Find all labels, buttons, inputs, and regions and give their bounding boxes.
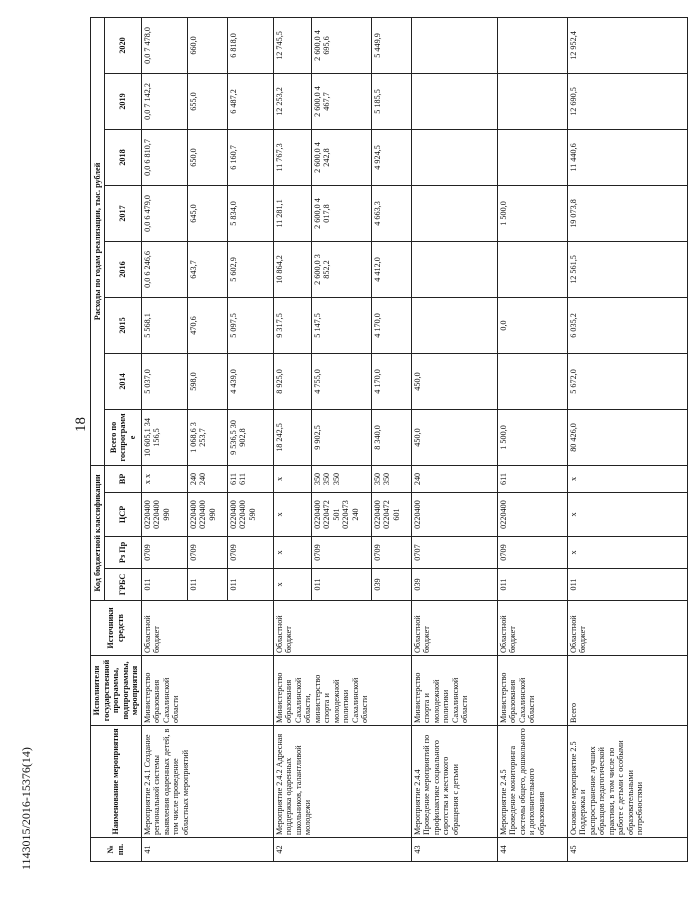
cell-year-value: 11 440,6 — [567, 129, 687, 185]
cell-total: 1 068,6 3 253,7 — [187, 409, 227, 465]
cell-year-value — [411, 129, 497, 185]
cell-total: 9 536,5 30 902,8 — [227, 409, 273, 465]
cell-year-value: 5 602,9 — [227, 241, 273, 297]
cell-year-value: 12 561,5 — [567, 241, 687, 297]
cell-name: Основное мероприятие 2.5 Поддержка и распространение лучших образцов педагогической практики, в том числе по работе с детьми с особыми образовательными потребностями — [567, 726, 687, 838]
header-source: Источники средств — [91, 601, 142, 656]
header-expenses: Расходы по годам реализации, тыс. рублей — [91, 17, 105, 465]
cell-grbs: 011 — [187, 569, 227, 601]
cell-year-value — [497, 17, 567, 73]
cell-year-value: 6 818,0 — [227, 17, 273, 73]
cell-grbs: 011 — [141, 569, 187, 601]
table-row — [411, 17, 497, 861]
cell-grbs: 039 — [411, 569, 497, 601]
cell-year-value: 11 767,3 — [273, 129, 311, 185]
cell-total: 9 902,5 — [311, 409, 371, 465]
cell-year-value: 0,0 — [497, 297, 567, 353]
cell-year-value: 4 439,0 — [227, 353, 273, 409]
cell-year-value: 5 147,5 — [311, 297, 371, 353]
cell-rzpr: 0709 — [141, 537, 187, 569]
cell-year-value: 6 035,2 — [567, 297, 687, 353]
cell-vr: 240 — [411, 465, 497, 492]
cell-source: Областной бюджет — [411, 601, 497, 656]
cell-year-value: 655,0 — [187, 73, 227, 129]
budget-table — [90, 17, 688, 862]
cell-total: 8 340,0 — [371, 409, 411, 465]
table-row — [141, 17, 187, 861]
cell-year-value: 4 924,5 — [371, 129, 411, 185]
cell-rzpr: х — [567, 537, 687, 569]
cell-year-value: 5 097,5 — [227, 297, 273, 353]
cell-year-value: 10 864,2 — [273, 241, 311, 297]
header-year: 2014 — [105, 353, 141, 409]
cell-year-value: 650,0 — [187, 129, 227, 185]
cell-rzpr: 0709 — [371, 537, 411, 569]
cell-year-value: 4 412,0 — [371, 241, 411, 297]
table-row — [273, 17, 311, 861]
cell-year-value: 6 487,2 — [227, 73, 273, 129]
cell-rzpr: 0709 — [311, 537, 371, 569]
cell-grbs: 011 — [227, 569, 273, 601]
cell-grbs: 011 — [497, 569, 567, 601]
cell-year-value: 6 160,7 — [227, 129, 273, 185]
header-grbs: ГРБС — [105, 569, 141, 601]
cell-rzpr: х — [273, 537, 311, 569]
cell-year-value: 8 925,0 — [273, 353, 311, 409]
cell-year-value — [497, 353, 567, 409]
cell-csr: 0220400 0220472 501 0220473 240 — [311, 493, 371, 537]
header-year: 2015 — [105, 297, 141, 353]
cell-year-value: 4 170,0 — [371, 297, 411, 353]
cell-year-value: 2 600,0 4 242,8 — [311, 129, 371, 185]
cell-csr: х — [567, 493, 687, 537]
cell-year-value — [497, 241, 567, 297]
cell-rzpr: 0709 — [187, 537, 227, 569]
cell-total: 450,0 — [411, 409, 497, 465]
cell-num: 45 — [567, 838, 687, 862]
cell-year-value: 450,0 — [411, 353, 497, 409]
header-total: Всего по госпрограмме — [105, 409, 141, 465]
cell-csr: 0220400 0220472 601 — [371, 493, 411, 537]
header-budget-class: Код бюджетной классификации — [91, 465, 105, 600]
header-year: 2019 — [105, 73, 141, 129]
cell-csr: 0220400 — [411, 493, 497, 537]
cell-grbs: 011 — [567, 569, 687, 601]
cell-vr: х — [273, 465, 311, 492]
cell-name: Мероприятие 2.4.2 Адресная поддержка одаренных школьников, талантливой молодежи — [273, 726, 411, 838]
document-code: 1143015/2016-15376(14) — [19, 747, 33, 870]
header-csr: ЦСР — [105, 493, 141, 537]
cell-year-value: 5 185,5 — [371, 73, 411, 129]
cell-year-value: 2 600,0 4 695,6 — [311, 17, 371, 73]
cell-year-value: 0,0 6 246,6 — [141, 241, 187, 297]
cell-year-value — [411, 73, 497, 129]
cell-year-value: 0,0 6 810,7 — [141, 129, 187, 185]
cell-year-value: 5 037,0 — [141, 353, 187, 409]
cell-year-value: 2 600,0 4 467,7 — [311, 73, 371, 129]
cell-year-value: 5 449,9 — [371, 17, 411, 73]
cell-name: Мероприятие 2.4.5 Проведение мониторинга системы общего, дошкольного и дополнительного образования — [497, 726, 567, 838]
cell-year-value: 643,7 — [187, 241, 227, 297]
header-name: Наименование мероприятия — [91, 726, 142, 838]
cell-year-value: 470,6 — [187, 297, 227, 353]
cell-year-value — [411, 297, 497, 353]
cell-year-value: 4 755,0 — [311, 353, 371, 409]
cell-num: 41 — [141, 838, 273, 862]
cell-vr: х х — [141, 465, 187, 492]
cell-csr: 0220400 0220400 990 — [187, 493, 227, 537]
header-year: 2020 — [105, 17, 141, 73]
cell-vr: 611 — [497, 465, 567, 492]
cell-executor: Министерство образования Сахалинской области — [497, 656, 567, 726]
cell-rzpr: 0707 — [411, 537, 497, 569]
cell-year-value: 0,0 7 142,2 — [141, 73, 187, 129]
header-rzpr: Рз Пр — [105, 537, 141, 569]
cell-executor: Министерство образования Сахалинской области, министерство спорта и молодежной политики Сахалинской области — [273, 656, 411, 726]
cell-executor: Всего — [567, 656, 687, 726]
header-vr: ВР — [105, 465, 141, 492]
cell-total: 18 242,5 — [273, 409, 311, 465]
table-row — [567, 17, 687, 861]
cell-csr: 0220400 — [497, 493, 567, 537]
cell-year-value: 1 500,0 — [497, 185, 567, 241]
header-year: 2017 — [105, 185, 141, 241]
cell-year-value: 598,0 — [187, 353, 227, 409]
cell-year-value: 12 952,4 — [567, 17, 687, 73]
cell-vr: 611 611 — [227, 465, 273, 492]
cell-vr: 350 350 350 — [311, 465, 371, 492]
cell-source: Областной бюджет — [273, 601, 411, 656]
cell-num: 42 — [273, 838, 411, 862]
cell-source: Областной бюджет — [497, 601, 567, 656]
header-executor: Исполнители государственной программы, подпрограммы, мероприятия — [91, 656, 142, 726]
cell-year-value: 645,0 — [187, 185, 227, 241]
cell-vr: х — [567, 465, 687, 492]
cell-source: Областной бюджет — [567, 601, 687, 656]
cell-csr: х — [273, 493, 311, 537]
table-row — [497, 17, 567, 861]
cell-year-value: 19 073,8 — [567, 185, 687, 241]
cell-executor: Министерство образования Сахалинской области — [141, 656, 273, 726]
cell-year-value: 9 317,5 — [273, 297, 311, 353]
cell-rzpr: 0709 — [227, 537, 273, 569]
cell-year-value — [411, 17, 497, 73]
cell-num: 44 — [497, 838, 567, 862]
cell-year-value — [497, 73, 567, 129]
header-year: 2016 — [105, 241, 141, 297]
cell-year-value: 12 253,2 — [273, 73, 311, 129]
cell-rzpr: 0709 — [497, 537, 567, 569]
cell-total: 80 426,0 — [567, 409, 687, 465]
rotated-page — [90, 17, 644, 862]
cell-year-value: 5 568,1 — [141, 297, 187, 353]
cell-year-value: 12 745,5 — [273, 17, 311, 73]
cell-grbs: х — [273, 569, 311, 601]
cell-vr: 350 350 — [371, 465, 411, 492]
cell-total: 1 500,0 — [497, 409, 567, 465]
cell-year-value: 11 281,1 — [273, 185, 311, 241]
cell-executor: Министерство спорта и молодежной политики Сахалинской области — [411, 656, 497, 726]
cell-grbs: 011 — [311, 569, 371, 601]
cell-year-value: 2 600,0 4 017,8 — [311, 185, 371, 241]
cell-year-value: 0,0 6 479,0 — [141, 185, 187, 241]
cell-year-value: 5 672,0 — [567, 353, 687, 409]
header-year: 2018 — [105, 129, 141, 185]
cell-year-value: 660,0 — [187, 17, 227, 73]
cell-num: 43 — [411, 838, 497, 862]
cell-year-value — [411, 185, 497, 241]
cell-year-value: 0,0 7 478,0 — [141, 17, 187, 73]
cell-year-value: 12 690,5 — [567, 73, 687, 129]
cell-grbs: 039 — [371, 569, 411, 601]
cell-total: 10 605,1 34 156,5 — [141, 409, 187, 465]
page-number: 18 — [73, 417, 89, 432]
cell-year-value: 4 170,0 — [371, 353, 411, 409]
cell-year-value — [411, 241, 497, 297]
header-num: № пп. — [91, 838, 142, 862]
cell-name: Мероприятие 2.4.4 Проведение мероприятий по профилактике социального сиротства и жестокого обращения с детьми — [411, 726, 497, 838]
cell-year-value: 2 600,0 3 852,2 — [311, 241, 371, 297]
cell-source: Областной бюджет — [141, 601, 273, 656]
cell-year-value — [497, 129, 567, 185]
cell-csr: 0220400 0220400 990 — [141, 493, 187, 537]
cell-year-value: 4 663,3 — [371, 185, 411, 241]
cell-vr: 240 240 — [187, 465, 227, 492]
table-body — [141, 17, 687, 861]
cell-csr: 0220400 0220400 590 — [227, 493, 273, 537]
cell-year-value: 5 834,0 — [227, 185, 273, 241]
cell-name: Мероприятие 2.4.1 Создание региональной системы выявления одаренных детей, в том числе проведение областных мероприятий — [141, 726, 273, 838]
